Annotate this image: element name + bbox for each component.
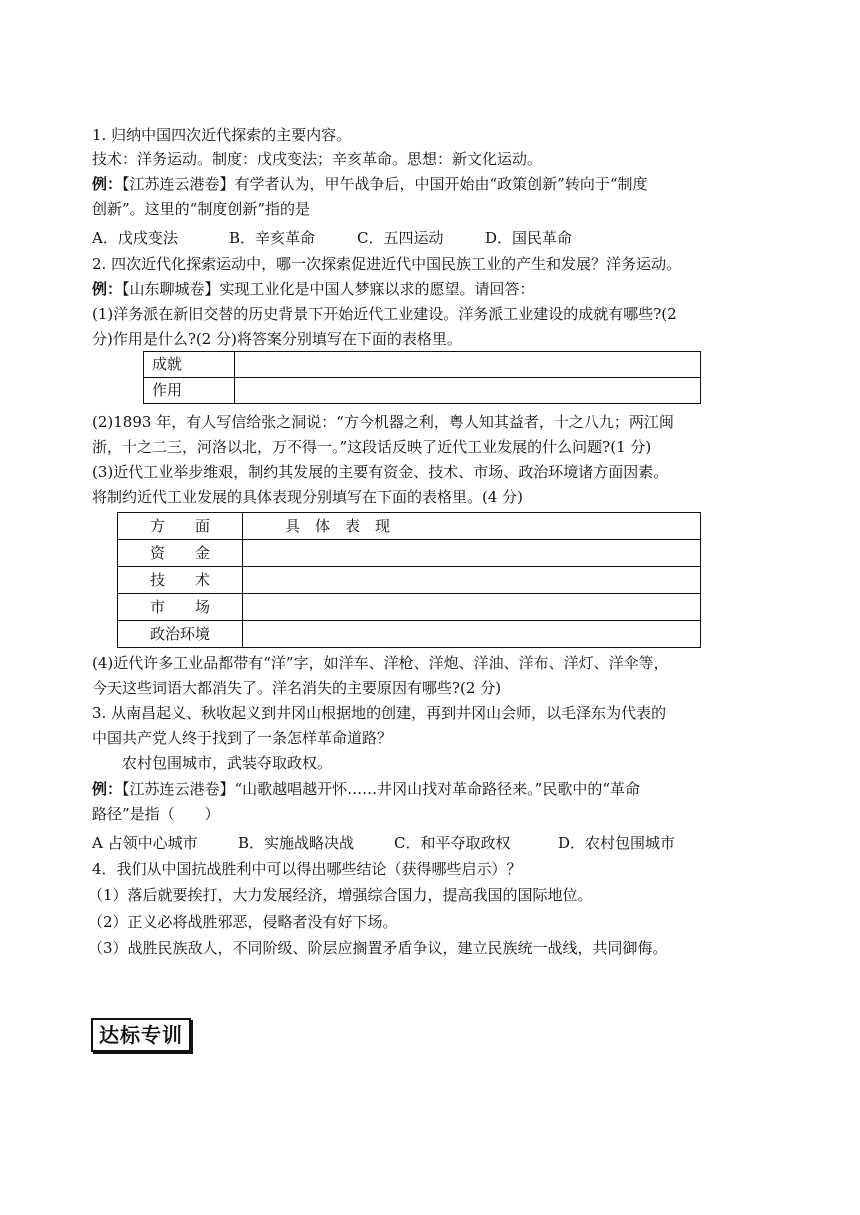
q3-option-b: B．实施战略决战 [238,834,355,852]
q1-options [92,227,782,249]
q3-option-d: D．农村包围城市 [558,834,676,852]
table-row-label: 资 金 [118,540,243,567]
answer-cell[interactable] [235,378,701,404]
q3-answer: 农村包围城市，武装夺取政权。 [122,754,333,772]
q1-option-d: D．国民革命 [485,229,573,247]
q2-part4-text: (4)近代许多工业品都带有“洋”字，如洋车、洋枪、洋炮、洋油、洋布、洋灯、洋伞等， [92,654,669,672]
q4-item-2: （2）正义必将战胜邪恶，侵略者没有好下场。 [88,913,398,931]
q2-part2-text: (2)1893 年，有人写信给张之洞说：“方今机器之利，粤人知其益者，十之八九；两江闽 [92,413,674,431]
q3-example [92,778,782,800]
answer-cell[interactable] [243,594,701,621]
q1-answer: 技术：洋务运动。制度：戊戌变法；辛亥革命。思想：新文化运动。 [92,150,543,168]
table-header-aspect: 方 面 [118,513,243,540]
q2-part2-text-2: 浙，十之二三，河洛以北，万不得一。”这段话反映了近代工业发展的什么问题?(1 分) [92,438,652,456]
q4-item-3: （3）战胜民族敌人，不同阶级、阶层应搁置矛盾争议，建立民族统一战线，共同御侮。 [88,939,668,957]
table-row-label: 市 场 [118,594,243,621]
q2-part1-text-2: 分)作用是什么?(2 分)将答案分别填写在下面的表格里。 [92,330,462,348]
answer-cell[interactable] [243,567,701,594]
q3-title-2: 中国共产党人终于找到了一条怎样革命道路？ [92,729,393,747]
q1-example-text-2: 创新”。这里的“制度创新”指的是 [92,200,311,218]
table-header-detail: 具 体 表 现 [243,513,701,540]
answer-cell[interactable] [235,352,701,378]
section-heading: 达标专训 [91,1018,191,1052]
answer-table-1 [143,351,701,404]
answer-cell[interactable] [243,540,701,567]
q2-title: 2. 四次近代化探索运动中，哪一次探索促进近代中国民族工业的产生和发展？洋务运动。 [92,255,682,273]
example-label: 例： [92,175,123,193]
q3-options [92,832,782,854]
table-row [144,378,701,404]
q3-title: 3. 从南昌起义、秋收起义到井冈山根据地的创建，再到井冈山会师，以毛泽东为代表的 [92,704,667,722]
table-row [144,352,701,378]
q1-example [92,173,782,195]
q2-example-text: 【山东聊城卷】实现工业化是中国人梦寐以求的愿望。请回答： [122,280,535,298]
q2-part3-text-2: 将制约近代工业发展的具体表现分别填写在下面的表格里。(4 分) [92,488,524,506]
q3-example-text: 【江苏连云港卷】“山歌越唱越开怀……井冈山找对革命路径来。”民歌中的“革命 [122,780,641,798]
q1-option-a: A．戊戌变法 [92,229,178,247]
answer-table-2 [117,512,701,648]
example-label: 例： [92,780,123,798]
table-row-label: 政治环境 [118,621,243,648]
q1-option-c: C．五四运动 [357,229,444,247]
q1-title: 1. 归纳中国四次近代探索的主要内容。 [92,126,352,144]
q4-item-1: （1）落后就要挨打，大力发展经济，增强综合国力，提高我国的国际地位。 [88,886,593,904]
table-row-label: 成就 [144,352,235,378]
q3-example-text-2: 路径”是指（ ） [92,805,220,823]
q4-title: 4．我们从中国抗战胜利中可以得出哪些结论（获得哪些启示）？ [92,860,522,878]
q3-option-c: C．和平夺取政权 [394,834,511,852]
example-label: 例： [92,280,123,298]
q1-example-text: 【江苏连云港卷】有学者认为，甲午战争后，中国开始由“政策创新”转向于“制度 [122,175,648,193]
q2-part1-text: (1)洋务派在新旧交替的历史背景下开始近代工业建设。洋务派工业建设的成就有哪些?(2 [92,305,677,323]
table-row [118,621,701,648]
table-row [118,540,701,567]
q2-part3-text: (3)近代工业举步维艰，制约其发展的主要有资金、技术、市场、政治环境诸方面因素。 [92,463,669,481]
table-row [118,567,701,594]
q3-option-a: A 占领中心城市 [92,834,198,852]
table-header-row [118,513,701,540]
table-row-label: 作用 [144,378,235,404]
q2-example [92,278,782,300]
q1-option-b: B．辛亥革命 [229,229,316,247]
q2-part4-text-2: 今天这些词语大都消失了。洋名消失的主要原因有哪些?(2 分) [92,679,502,697]
answer-cell[interactable] [243,621,701,648]
table-row [118,594,701,621]
table-row-label: 技 术 [118,567,243,594]
